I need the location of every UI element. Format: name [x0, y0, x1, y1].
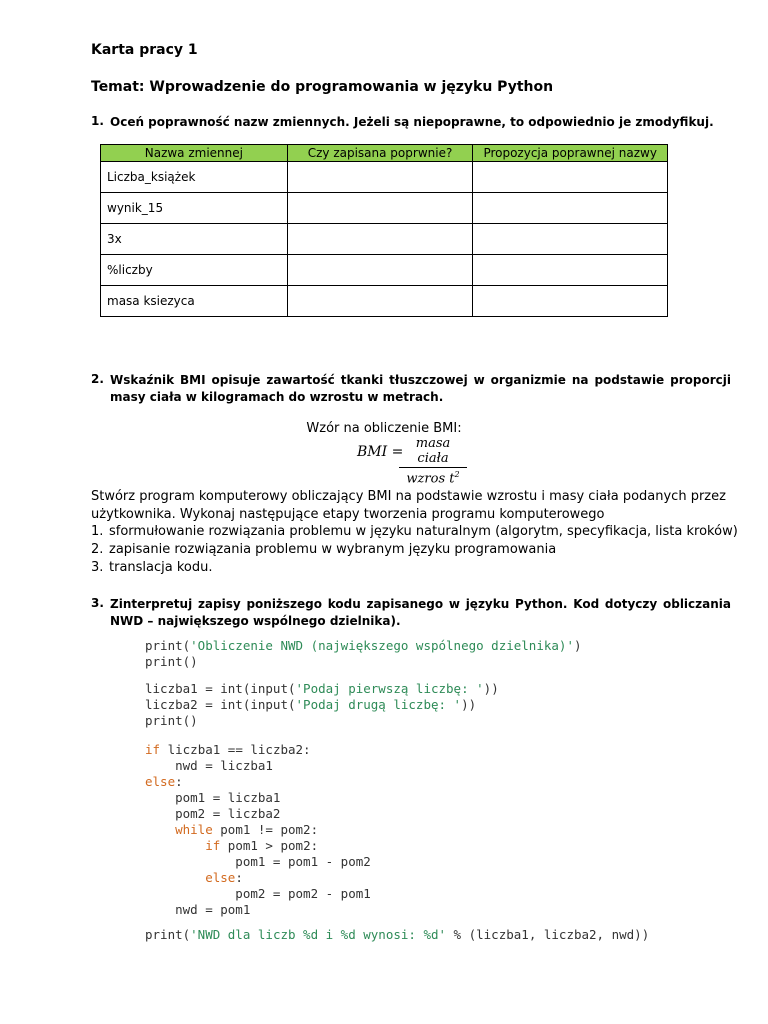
variable-name-cell: wynik_15: [101, 193, 288, 224]
code-line: [145, 870, 243, 885]
code-keyword: else: [205, 870, 236, 885]
formula-lhs: BMI =: [357, 444, 404, 460]
table-row: [101, 162, 668, 193]
table-row: [101, 286, 668, 317]
code-line: [145, 822, 318, 837]
code-keyword: else: [145, 774, 176, 789]
step-number: 3.: [91, 560, 104, 575]
code-indent: [145, 870, 205, 885]
variable-name-cell: 3x: [101, 224, 288, 255]
code-line: pom2 = pom2 - pom1: [145, 886, 371, 901]
answer-cell[interactable]: [287, 255, 473, 286]
formula-numerator: masa ciała: [415, 436, 451, 466]
code-line: nwd = liczba1: [145, 758, 273, 773]
list-item: [91, 541, 751, 559]
step-text: sformułowanie rozwiązania problemu w języku naturalnym (algorytm, specyfikacja, lista kroków): [109, 524, 738, 539]
topic-heading: Temat: Wprowadzenie do programowania w języku Python: [91, 79, 554, 95]
code-token: )): [483, 681, 499, 696]
code-string: 'NWD dla liczb %d i %d wynosi: %d': [190, 927, 447, 942]
code-token: pom1 != pom2:: [212, 822, 319, 837]
q3-text: Zinterpretuj zapisy poniższego kodu zapisanego w języku Python. Kod dotyczy obliczania NWD – największego wspólnego dzielnika).: [110, 597, 731, 628]
code-keyword: if: [145, 742, 161, 757]
code-token: :: [235, 870, 243, 885]
table-row: [101, 255, 668, 286]
q2-task-paragraph: Stwórz program komputerowy obliczający BMI na podstawie wzrostu i masy ciała podanych przez użytkownika. Wykonaj następujące etapy tworzenia programu komputerowego: [91, 489, 726, 522]
code-line: [145, 742, 311, 757]
step-text: translacja kodu.: [109, 560, 213, 575]
step-text: zapisanie rozwiązania problemu w wybranym języku programowania: [109, 542, 557, 557]
step-number: 1.: [91, 524, 104, 539]
code-token: ): [573, 638, 582, 653]
table-header-row: [101, 145, 668, 162]
proposal-cell[interactable]: [473, 255, 668, 286]
code-indent: [145, 838, 205, 853]
code-line: pom2 = liczba2: [145, 806, 281, 821]
code-token: print(: [145, 927, 191, 942]
code-line: nwd = pom1: [145, 902, 251, 917]
q3-number: 3.: [91, 596, 104, 610]
bmi-formula-label: Wzór na obliczenie BMI:: [306, 421, 462, 436]
code-string: 'Podaj pierwszą liczbę: ': [295, 681, 484, 696]
formula-denominator: [399, 470, 467, 486]
answer-cell[interactable]: [287, 224, 473, 255]
code-keyword: if: [205, 838, 221, 853]
step-number: 2.: [91, 542, 104, 557]
table-row: [101, 193, 668, 224]
code-line: [145, 697, 476, 712]
code-token: )): [461, 697, 477, 712]
q1-text: Oceń poprawność nazw zmiennych. Jeżeli są niepoprawne, to odpowiednio je zmodyfikuj.: [110, 115, 714, 129]
code-token: :: [175, 774, 183, 789]
code-line: print(): [145, 713, 198, 728]
proposal-cell[interactable]: [473, 224, 668, 255]
code-listing: [145, 638, 745, 968]
fraction-bar: [399, 467, 467, 468]
formula-exponent: 2: [454, 470, 460, 479]
code-line: [145, 774, 183, 789]
code-token: pom1 > pom2:: [220, 838, 319, 853]
answer-cell[interactable]: [287, 162, 473, 193]
code-keyword: while: [175, 822, 213, 837]
table-row: [101, 224, 668, 255]
formula-fraction: [399, 436, 467, 486]
denominator-text: wzros t: [406, 471, 455, 487]
code-token: print(: [145, 638, 191, 653]
variable-names-table: [100, 144, 668, 317]
variable-name-cell: %liczby: [101, 255, 288, 286]
header-is-correct: Czy zapisana poprwnie?: [287, 145, 473, 162]
proposal-cell[interactable]: [473, 162, 668, 193]
proposal-cell[interactable]: [473, 286, 668, 317]
code-line: print(): [145, 654, 198, 669]
proposal-cell[interactable]: [473, 193, 668, 224]
answer-cell[interactable]: [287, 193, 473, 224]
code-indent: [145, 822, 175, 837]
code-line: [145, 927, 649, 942]
header-variable-name: Nazwa zmiennej: [101, 145, 288, 162]
list-item: [91, 559, 751, 577]
code-token: % (liczba1, liczba2, nwd)): [446, 927, 650, 942]
q1-number: 1.: [91, 114, 104, 128]
q2-number: 2.: [91, 372, 104, 386]
code-token: liczba2 = int(input(: [145, 697, 296, 712]
code-line: pom1 = pom1 - pom2: [145, 854, 371, 869]
code-string: 'Podaj drugą liczbę: ': [295, 697, 462, 712]
code-line: pom1 = liczba1: [145, 790, 281, 805]
q2-text: Wskaźnik BMI opisuje zawartość tkanki tłuszczowej w organizmie na podstawie proporcji masy ciała w kilogramach do wzrostu w metrach.: [110, 373, 731, 404]
list-item: [91, 523, 751, 541]
code-token: liczba1 = int(input(: [145, 681, 296, 696]
code-line: [145, 838, 318, 853]
variable-name-cell: masa ksiezyca: [101, 286, 288, 317]
sheet-title: Karta pracy 1: [91, 42, 198, 58]
code-line: [145, 681, 499, 696]
code-line: [145, 638, 582, 653]
header-proposed-name: Propozycja poprawnej nazwy: [473, 145, 668, 162]
code-token: liczba1 == liczba2:: [160, 742, 311, 757]
answer-cell[interactable]: [287, 286, 473, 317]
variable-name-cell: Liczba_książek: [101, 162, 288, 193]
code-string: 'Obliczenie NWD (największego wspólnego dzielnika)': [190, 638, 574, 653]
